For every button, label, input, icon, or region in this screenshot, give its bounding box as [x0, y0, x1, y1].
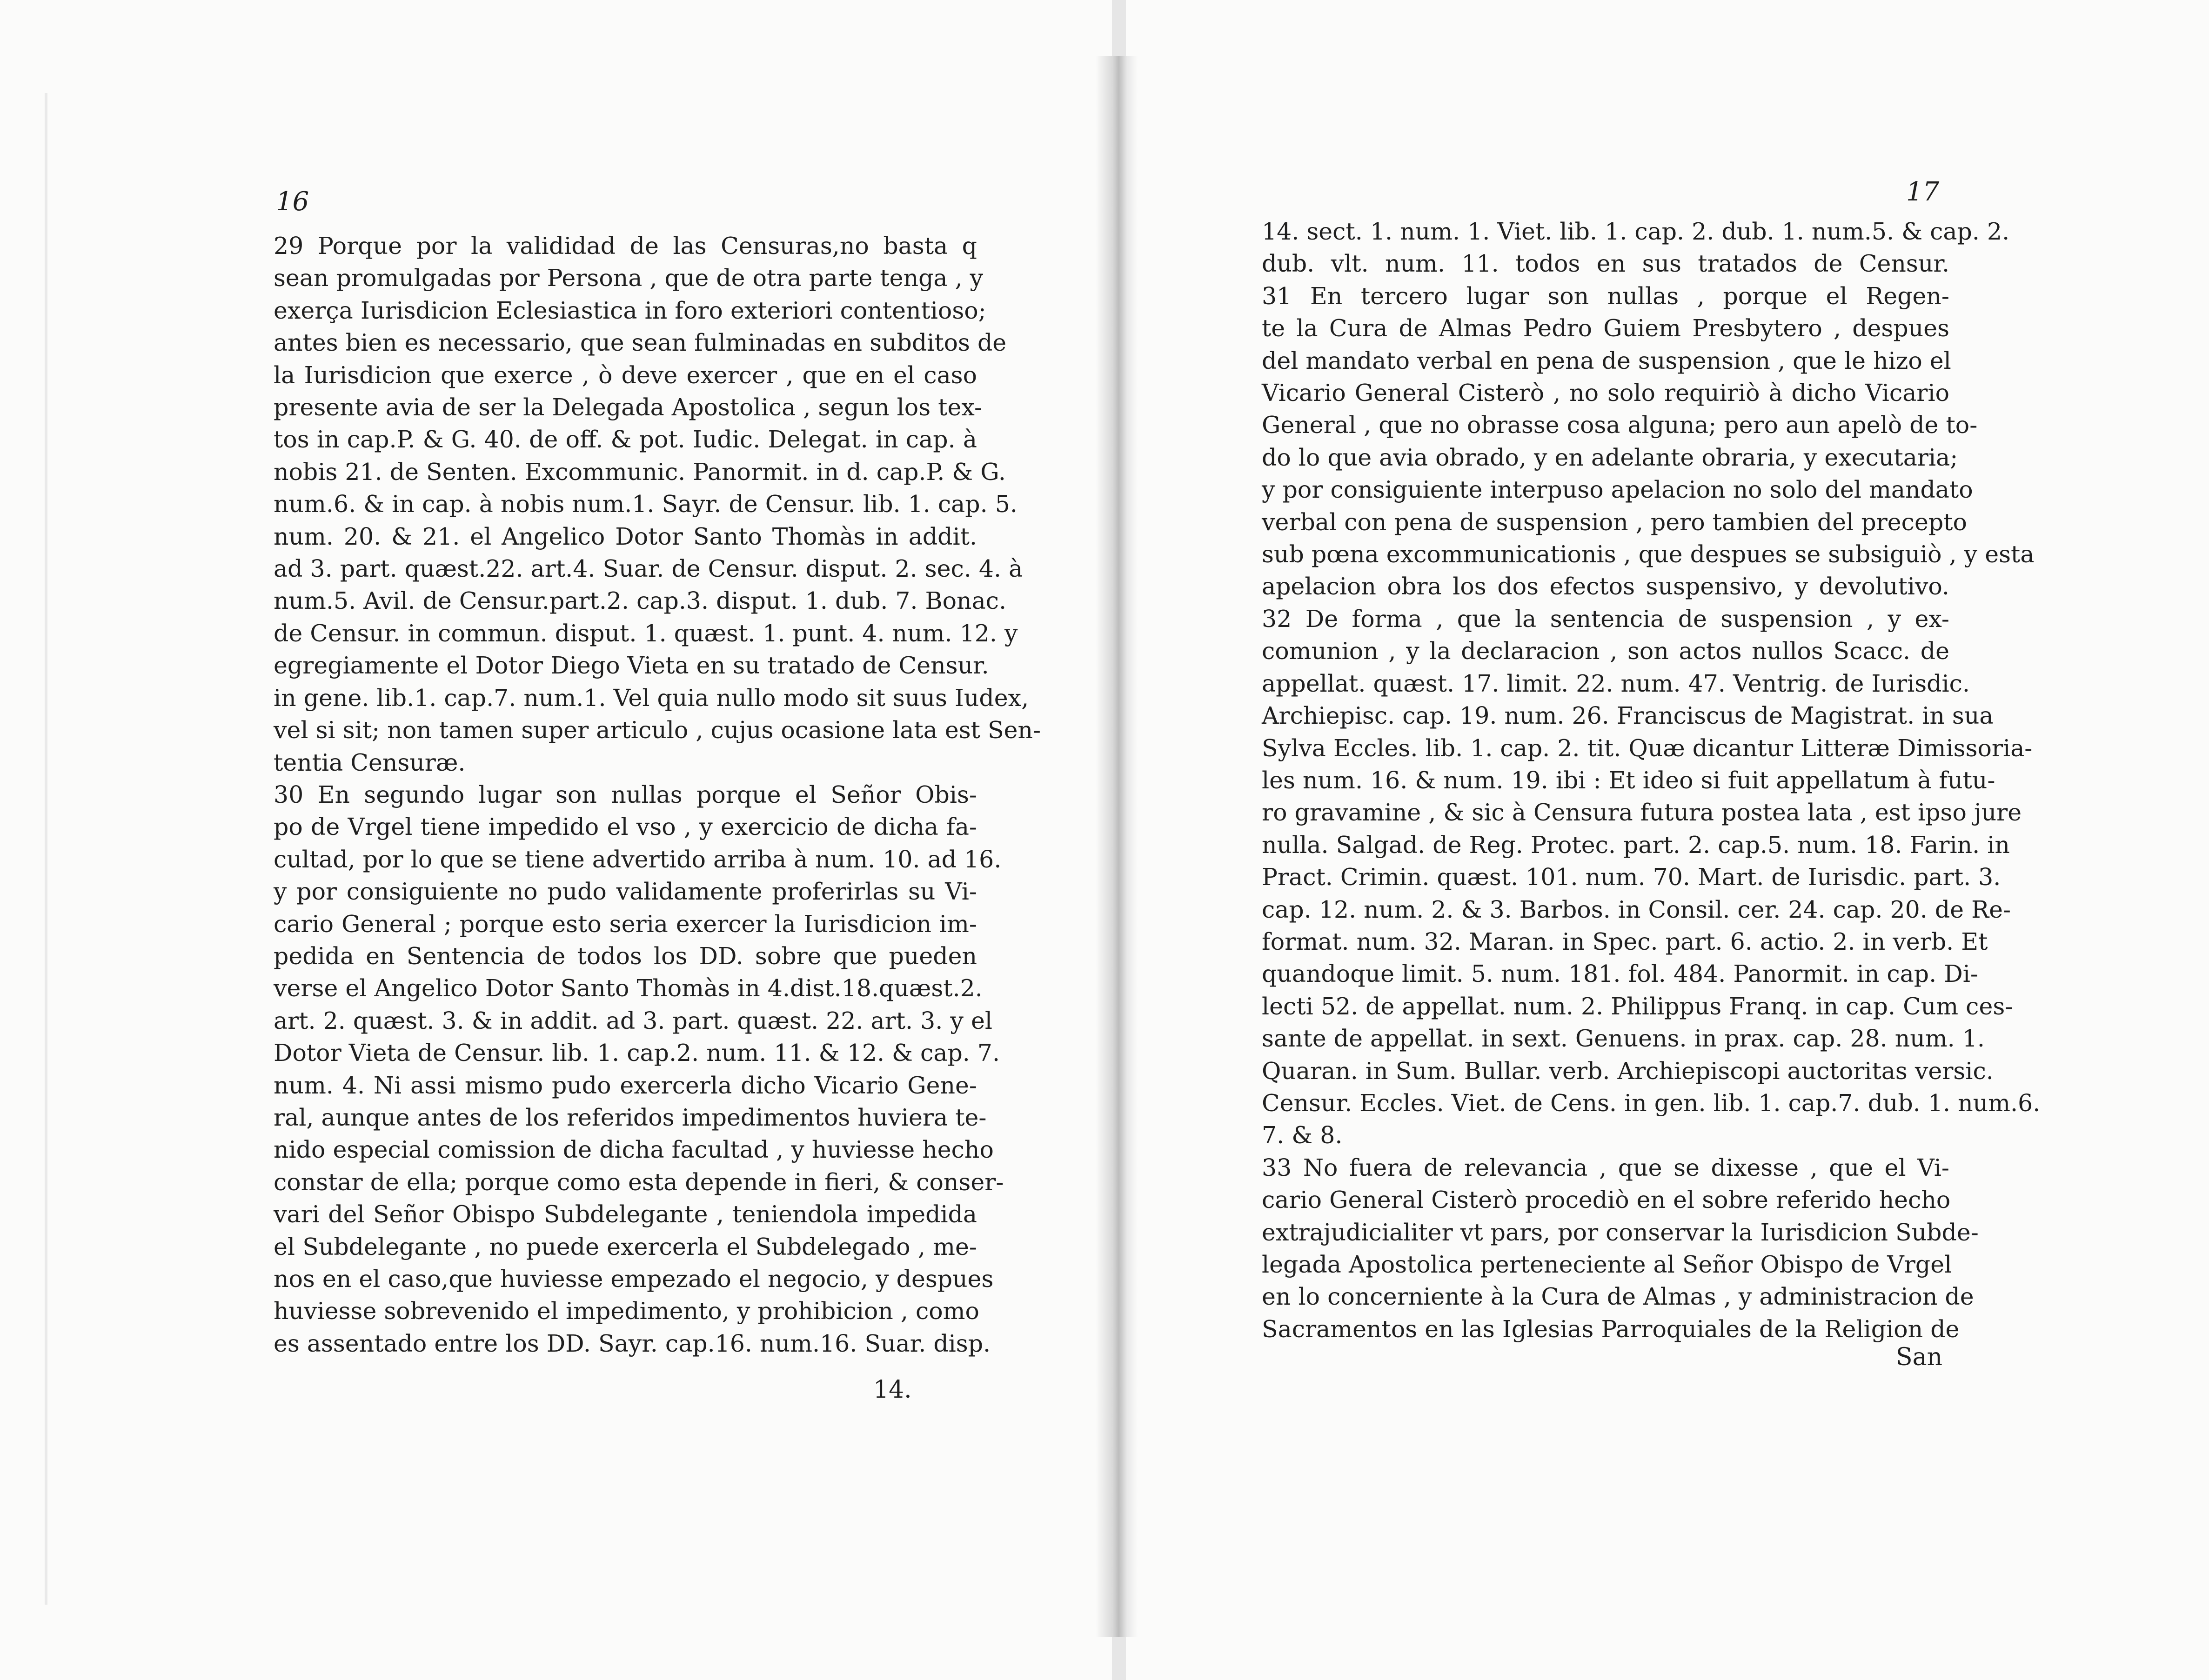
text-line: la Iurisdicion que exerce , ò deve exercer , que en el caso — [274, 361, 977, 389]
left-page-text — [274, 230, 1041, 1360]
text-line: 31 En tercero lugar son nullas , porque el Regen- — [1262, 282, 1949, 310]
text-line: vel si sit; non tamen super articulo , cujus ocasione lata est Sen- — [274, 716, 1041, 744]
right-catchword: San — [1896, 1343, 1943, 1371]
text-line: sub pœna excommunicationis , que despues se subsiguiò , y esta — [1262, 540, 2035, 568]
text-line: cap. 12. num. 2. & 3. Barbos. in Consil. cer. 24. cap. 20. de Re- — [1262, 895, 2011, 923]
text-line: legada Apostolica perteneciente al Señor Obispo de Vrgel — [1262, 1251, 1952, 1278]
text-line: po de Vrgel tiene impedido el vso , y exercicio de dicha fa- — [274, 813, 977, 841]
text-line: ral, aunque antes de los referidos impedimentos huviera te- — [274, 1103, 987, 1131]
text-line: huviesse sobrevenido el impedimento, y prohibicion , como — [274, 1297, 979, 1325]
text-line: pedida en Sentencia de todos los DD. sobre que pueden — [274, 942, 977, 970]
text-line: presente avia de ser la Delegada Apostolica , segun los tex- — [274, 393, 983, 421]
text-line: in gene. lib.1. cap.7. num.1. Vel quia nullo modo sit suus Iudex, — [274, 684, 1029, 712]
text-line: 30 En segundo lugar son nullas porque el Señor Obis- — [274, 780, 977, 808]
text-line: verse el Angelico Dotor Santo Thomàs in 4.dist.18.quæst.2. — [274, 974, 983, 1002]
book-gutter — [1096, 56, 1138, 1637]
text-line: cario General Cisterò procediò en el sobre referido hecho — [1262, 1186, 1951, 1214]
text-line: Archiepisc. cap. 19. num. 26. Franciscus de Magistrat. in sua — [1262, 702, 1994, 730]
text-line: en lo concerniente à la Cura de Almas , y administracion de — [1262, 1283, 1974, 1311]
text-line: num. 20. & 21. el Angelico Dotor Santo Thomàs in addit. — [274, 522, 977, 550]
text-line: ro gravamine , & sic à Censura futura postea lata , est ipso jure — [1262, 799, 2022, 827]
text-line: Sylva Eccles. lib. 1. cap. 2. tit. Quæ dicantur Litteræ Dimissoria- — [1262, 734, 2033, 762]
text-line: General , que no obrasse cosa alguna; pero aun apelò de to- — [1262, 411, 1978, 439]
text-line: sean promulgadas por Persona , que de otra parte tenga , y — [274, 264, 984, 292]
text-line: extrajudicialiter vt pars, por conservar la Iurisdicion Subde- — [1262, 1218, 1979, 1246]
text-line: Quaran. in Sum. Bullar. verb. Archiepiscopi auctoritas versic. — [1262, 1057, 1994, 1085]
text-line: ad 3. part. quæst.22. art.4. Suar. de Censur. disput. 2. sec. 4. à — [274, 555, 1023, 583]
left-page-number: 16 — [276, 187, 309, 217]
page-edge — [45, 93, 47, 1605]
text-line: el Subdelegante , no puede exercerla el Subdelegado , me- — [274, 1233, 977, 1260]
text-line: verbal con pena de suspension , pero tambien del precepto — [1262, 508, 1967, 536]
right-page-text — [1262, 215, 2041, 1345]
text-line: es assentado entre los DD. Sayr. cap.16. num.16. Suar. disp. — [274, 1329, 991, 1357]
text-line: vari del Señor Obispo Subdelegante , teniendola impedida — [274, 1200, 977, 1228]
text-line: quandoque limit. 5. num. 181. fol. 484. Panormit. in cap. Di- — [1262, 960, 1978, 988]
text-line: cario General ; porque esto seria exercer la Iurisdicion im- — [274, 910, 977, 938]
text-line: nos en el caso,que huviesse empezado el negocio, y despues — [274, 1265, 994, 1293]
text-line: y por consiguiente interpuso apelacion no solo del mandato — [1262, 476, 1973, 504]
text-line: lecti 52. de appellat. num. 2. Philippus Franq. in cap. Cum ces- — [1262, 992, 2013, 1020]
text-line: de Censur. in commun. disput. 1. quæst. 1. punt. 4. num. 12. y — [274, 619, 1018, 647]
text-line: format. num. 32. Maran. in Spec. part. 6. actio. 2. in verb. Et — [1262, 927, 1988, 955]
text-line: Censur. Eccles. Viet. de Cens. in gen. lib. 1. cap.7. dub. 1. num.6. — [1262, 1089, 2041, 1117]
right-page-number: 17 — [1906, 177, 1940, 207]
text-line: te la Cura de Almas Pedro Guiem Presbytero , despues — [1262, 314, 1949, 342]
text-line: y por consiguiente no pudo validamente proferirlas su Vi- — [274, 878, 977, 906]
text-line: 7. & 8. — [1262, 1121, 1343, 1149]
text-line: nulla. Salgad. de Reg. Protec. part. 2. cap.5. num. 18. Farin. in — [1262, 831, 2010, 859]
text-line: 29 Porque por la valididad de las Censuras,no basta q — [274, 232, 977, 260]
text-line: cultad, por lo que se tiene advertido arriba à num. 10. ad 16. — [274, 845, 1002, 873]
left-catchword: 14. — [873, 1376, 912, 1404]
text-line: num.6. & in cap. à nobis num.1. Sayr. de Censur. lib. 1. cap. 5. — [274, 490, 1017, 518]
text-line: comunion , y la declaracion , son actos nullos Scacc. de — [1262, 637, 1949, 665]
text-line: Pract. Crimin. quæst. 101. num. 70. Mart. de Iurisdic. part. 3. — [1262, 863, 2001, 891]
text-line: egregiamente el Dotor Diego Vieta en su tratado de Censur. — [274, 652, 989, 680]
text-line: do lo que avia obrado, y en adelante obraria, y executaria; — [1262, 443, 1958, 471]
text-line: Dotor Vieta de Censur. lib. 1. cap.2. num. 11. & 12. & cap. 7. — [274, 1039, 1000, 1067]
text-line: art. 2. quæst. 3. & in addit. ad 3. part. quæst. 22. art. 3. y el — [274, 1007, 992, 1034]
text-line: del mandato verbal en pena de suspension , que le hizo el — [1262, 347, 1951, 374]
text-line: les num. 16. & num. 19. ibi : Et ideo si fuit appellatum à futu- — [1262, 766, 1995, 794]
text-line: 14. sect. 1. num. 1. Viet. lib. 1. cap. 2. dub. 1. num.5. & cap. 2. — [1262, 218, 2010, 245]
text-line: nido especial comission de dicha facultad , y huviesse hecho — [274, 1136, 994, 1164]
text-line: antes bien es necessario, que sean fulminadas en subditos de — [274, 329, 1007, 357]
text-line: Vicario General Cisterò , no solo requiriò à dicho Vicario — [1262, 379, 1949, 407]
text-line: sante de appellat. in sext. Genuens. in prax. cap. 28. num. 1. — [1262, 1025, 1985, 1053]
text-line: appellat. quæst. 17. limit. 22. num. 47. Ventrig. de Iurisdic. — [1262, 669, 1970, 697]
text-line: dub. vlt. num. 11. todos en sus tratados de Censur. — [1262, 250, 1949, 278]
text-line: Sacramentos en las Iglesias Parroquiales de la Religion de — [1262, 1315, 1960, 1343]
text-line: constar de ella; porque como esta depende in fieri, & conser- — [274, 1168, 1004, 1196]
text-line: 32 De forma , que la sentencia de suspension , y ex- — [1262, 605, 1949, 633]
text-line: exerça Iurisdicion Eclesiastica in foro exteriori contentioso; — [274, 296, 986, 324]
text-line: num. 4. Ni assi mismo pudo exercerla dicho Vicario Gene- — [274, 1071, 977, 1099]
text-line: 33 No fuera de relevancia , que se dixesse , que el Vi- — [1262, 1153, 1949, 1181]
text-line: nobis 21. de Senten. Excommunic. Panormit. in d. cap.P. & G. — [274, 458, 1006, 486]
text-line: tentia Censuræ. — [274, 748, 466, 776]
text-line: apelacion obra los dos efectos suspensivo, y devolutivo. — [1262, 573, 1949, 600]
text-line: tos in cap.P. & G. 40. de off. & pot. Iudic. Delegat. in cap. à — [274, 426, 977, 453]
text-line: num.5. Avil. de Censur.part.2. cap.3. disput. 1. dub. 7. Bonac. — [274, 587, 1007, 615]
